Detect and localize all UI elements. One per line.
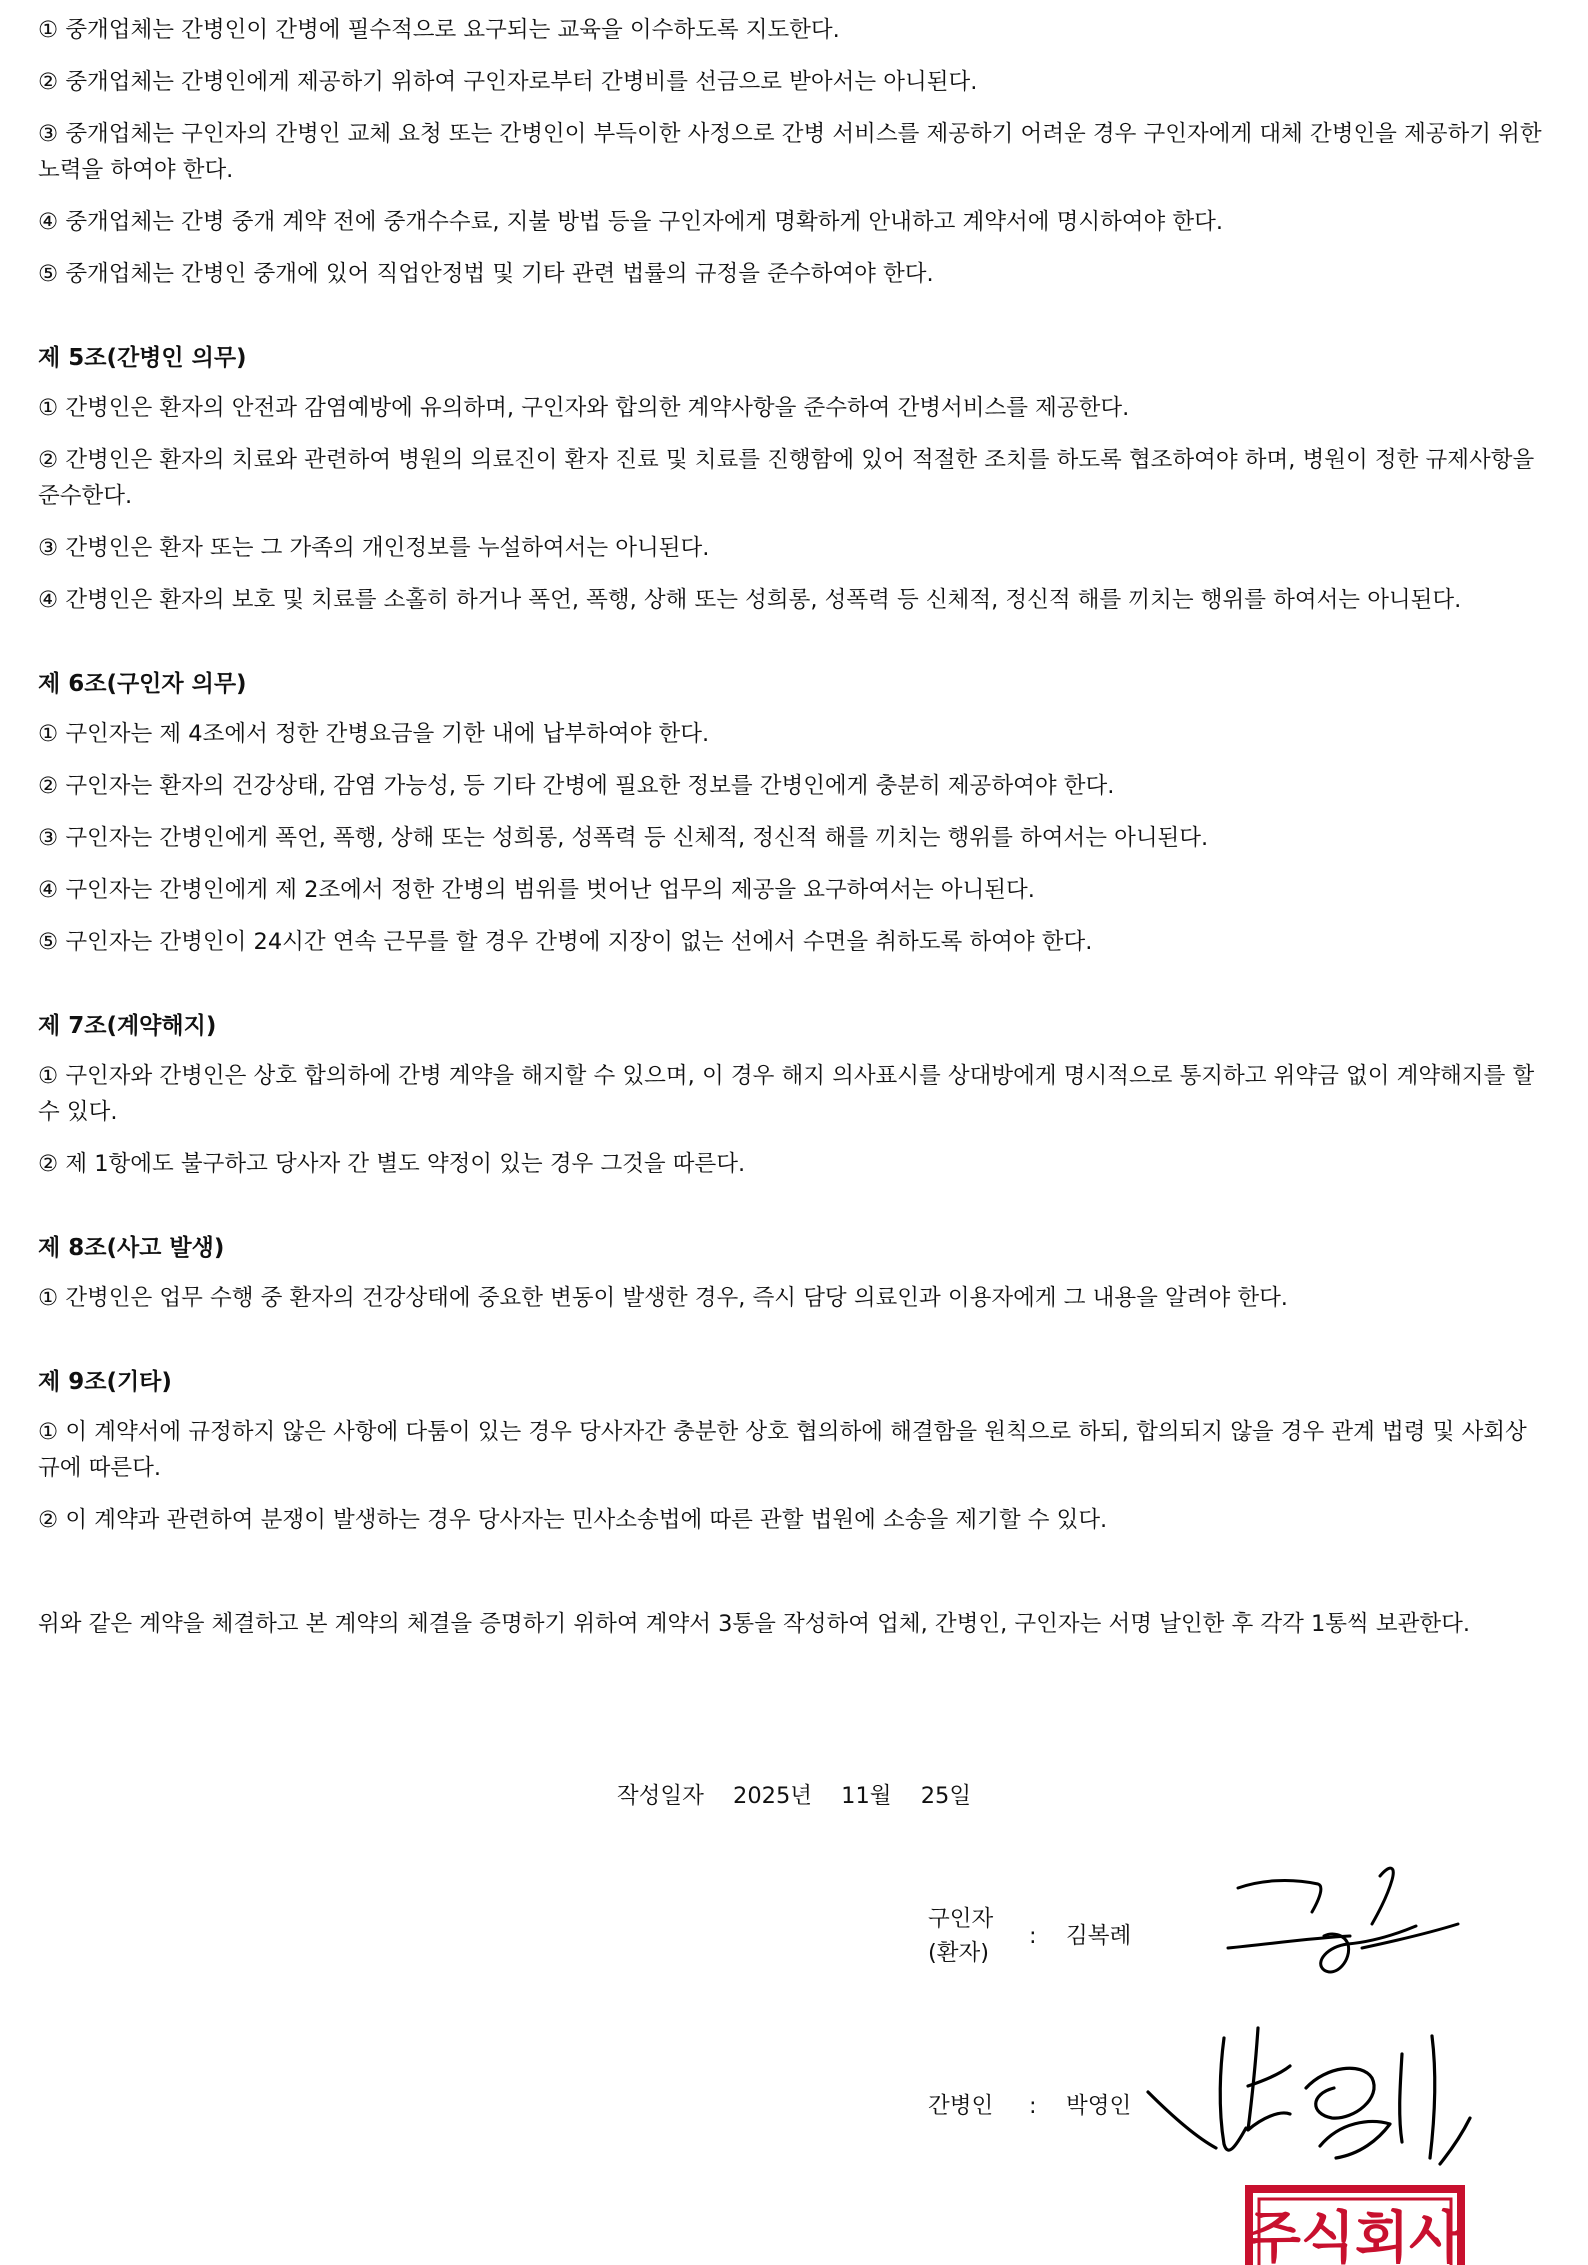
section-article-8	[38, 1230, 1548, 1316]
section-broker-duties	[38, 12, 1548, 292]
article-heading: 제 9조(기타)	[38, 1369, 172, 1395]
company-stamp	[1245, 2185, 1465, 2265]
clause-paragraph: ② 제 1항에도 불구하고 당사자 간 별도 약정이 있는 경우 그것을 따른다.	[38, 1151, 746, 1177]
article-heading: 제 8조(사고 발생)	[38, 1235, 225, 1261]
clause-paragraph: ⑤ 구인자는 간병인이 24시간 연속 근무를 할 경우 간병에 지장이 없는 선에서 수면을 취하도록 하여야 한다.	[38, 929, 1093, 955]
client-colon: :	[1029, 1923, 1037, 1949]
date-day: 25일	[920, 1783, 972, 1809]
clause-paragraph: ③ 구인자는 간병인에게 폭언, 폭행, 상해 또는 성희롱, 성폭력 등 신체적, 정신적 해를 끼치는 행위를 하여서는 아니된다.	[38, 825, 1209, 851]
clause-paragraph: ③ 중개업체는 구인자의 간병인 교체 요청 또는 간병인이 부득이한 사정으로 간병 서비스를 제공하기 어려운 경우 구인자에게 대체 간병인을 제공하기 위한 노력을 하여야 한다.	[38, 121, 1542, 183]
clause-paragraph: ① 간병인은 환자의 안전과 감염예방에 유의하며, 구인자와 합의한 계약사항을 준수하여 간병서비스를 제공한다.	[38, 395, 1130, 421]
date-label: 작성일자	[616, 1783, 704, 1809]
stamp-text: 주식회사	[1246, 2206, 1464, 2265]
contract-body	[38, 12, 1548, 1642]
date-year: 2025년	[733, 1783, 813, 1809]
client-signature-row	[928, 1902, 1228, 1982]
client-signature-image	[1220, 1850, 1480, 2000]
date-line	[0, 1778, 1588, 1814]
clause-paragraph: ② 구인자는 환자의 건강상태, 감염 가능성, 등 기타 간병에 필요한 정보를 간병인에게 충분히 제공하여야 한다.	[38, 773, 1115, 799]
article-heading: 제 7조(계약해지)	[38, 1013, 217, 1039]
article-heading: 제 5조(간병인 의무)	[38, 345, 247, 371]
clause-paragraph: ② 간병인은 환자의 치료와 관련하여 병원의 의료진이 환자 진료 및 치료를 진행함에 있어 적절한 조치를 하도록 협조하여야 하며, 병원이 정한 규제사항을 준수한다.	[38, 447, 1535, 509]
article-heading: 제 6조(구인자 의무)	[38, 671, 247, 697]
clause-paragraph: ④ 구인자는 간병인에게 제 2조에서 정한 간병의 범위를 벗어난 업무의 제공을 요구하여서는 아니된다.	[38, 877, 1035, 903]
section-article-9	[38, 1364, 1548, 1538]
client-role-line1: 구인자	[928, 1906, 994, 1932]
clause-paragraph: ⑤ 중개업체는 간병인 중개에 있어 직업안정법 및 기타 관련 법률의 규정을 준수하여야 한다.	[38, 261, 934, 287]
clause-paragraph: ① 구인자와 간병인은 상호 합의하에 간병 계약을 해지할 수 있으며, 이 경우 해지 의사표시를 상대방에게 명시적으로 통지하고 위약금 없이 계약해지를 할 수 있다.	[38, 1063, 1535, 1125]
client-name: 김복례	[1066, 1923, 1132, 1949]
caregiver-role: 간병인	[928, 2093, 994, 2119]
clause-paragraph: ② 중개업체는 간병인에게 제공하기 위하여 구인자로부터 간병비를 선금으로 받아서는 아니된다.	[38, 69, 978, 95]
clause-paragraph: ① 이 계약서에 규정하지 않은 사항에 다툼이 있는 경우 당사자간 충분한 상호 협의하에 해결함을 원칙으로 하되, 합의되지 않을 경우 관계 법령 및 사회상규에 따른다.	[38, 1419, 1527, 1481]
client-role	[928, 1902, 1018, 1970]
closing-statement: 위와 같은 계약을 체결하고 본 계약의 체결을 증명하기 위하여 계약서 3통을 작성하여 업체, 간병인, 구인자는 서명 날인한 후 각각 1통씩 보관한다.	[38, 1611, 1471, 1637]
section-article-5	[38, 340, 1548, 618]
clause-paragraph: ④ 간병인은 환자의 보호 및 치료를 소홀히 하거나 폭언, 폭행, 상해 또는 성희롱, 성폭력 등 신체적, 정신적 해를 끼치는 행위를 하여서는 아니된다.	[38, 587, 1462, 613]
clause-paragraph: ④ 중개업체는 간병 중개 계약 전에 중개수수료, 지불 방법 등을 구인자에게 명확하게 안내하고 계약서에 명시하여야 한다.	[38, 209, 1224, 235]
caregiver-signature-image	[1140, 2018, 1520, 2188]
section-article-6	[38, 666, 1548, 960]
client-role-line2: (환자)	[928, 1940, 990, 1966]
caregiver-colon: :	[1029, 2093, 1037, 2119]
caregiver-name: 박영인	[1066, 2093, 1132, 2119]
clause-paragraph: ③ 간병인은 환자 또는 그 가족의 개인정보를 누설하여서는 아니된다.	[38, 535, 710, 561]
clause-paragraph: ① 간병인은 업무 수행 중 환자의 건강상태에 중요한 변동이 발생한 경우, 즉시 담당 의료인과 이용자에게 그 내용을 알려야 한다.	[38, 1285, 1288, 1311]
clause-paragraph: ① 구인자는 제 4조에서 정한 간병요금을 기한 내에 납부하여야 한다.	[38, 721, 710, 747]
section-article-7	[38, 1008, 1548, 1182]
clause-paragraph: ① 중개업체는 간병인이 간병에 필수적으로 요구되는 교육을 이수하도록 지도한다.	[38, 17, 840, 43]
clause-paragraph: ② 이 계약과 관련하여 분쟁이 발생하는 경우 당사자는 민사소송법에 따른 관할 법원에 소송을 제기할 수 있다.	[38, 1507, 1108, 1533]
date-month: 11월	[841, 1783, 892, 1809]
